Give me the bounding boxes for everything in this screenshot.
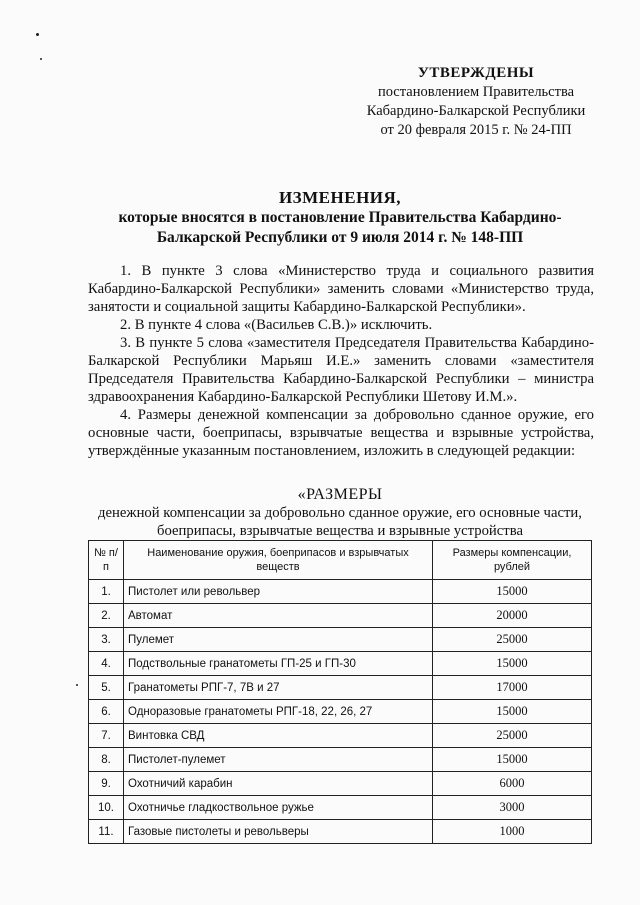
row-number: 5.	[89, 676, 124, 700]
paragraph: 4. Размеры денежной компенсации за добровольно сданное оружие, его основные части, боеприпасы, взрывчатые вещества и взрывные устройства, утверждённые указанным постановлением, изложить в следующей редакции:	[88, 407, 594, 459]
row-number: 4.	[89, 652, 124, 676]
approval-line: от 20 февраля 2015 г. № 24-ПП	[380, 122, 572, 138]
scan-speck	[36, 33, 39, 36]
table-row	[89, 580, 592, 604]
header-number: № п/п	[89, 541, 124, 580]
sizes-heading	[80, 486, 600, 540]
table-row	[89, 700, 592, 724]
row-number: 8.	[89, 748, 124, 772]
table-row	[89, 796, 592, 820]
sizes-line: боеприпасы, взрывчатые вещества и взрывные устройства	[157, 523, 523, 539]
table-row	[89, 676, 592, 700]
row-name: Автомат	[124, 604, 433, 628]
approval-line: Кабардино-Балкарской Республики	[366, 103, 586, 119]
row-name: Охотничий карабин	[124, 772, 433, 796]
row-name: Пистолет-пулемет	[124, 748, 433, 772]
header-amount: Размеры компенсации, рублей	[433, 541, 592, 580]
row-name: Винтовка СВД	[124, 724, 433, 748]
title-main: ИЗМЕНЕНИЯ,	[278, 188, 402, 207]
document-body	[88, 262, 594, 460]
title-line: которые вносятся в постановление Правительства Кабардино-	[118, 209, 562, 226]
row-name: Пистолет или револьвер	[124, 580, 433, 604]
row-number: 11.	[89, 820, 124, 844]
row-number: 10.	[89, 796, 124, 820]
row-name: Газовые пистолеты и револьверы	[124, 820, 433, 844]
scan-speck	[40, 58, 42, 60]
document-title	[60, 188, 620, 248]
paragraph: 2. В пункте 4 слова «(Васильев С.В.)» исключить.	[120, 317, 433, 333]
sizes-line: денежной компенсации за добровольно сданное оружие, его основные части,	[98, 505, 582, 521]
approval-heading: УТВЕРЖДЕНЫ	[417, 65, 535, 81]
sizes-title: «РАЗМЕРЫ	[297, 486, 383, 503]
paragraph: 1. В пункте 3 слова «Министерство труда и социального развития Кабардино-Балкарской Республики» заменить словами «Министерство труда, занятости и социальной защиты Кабардино-Балкарской Республики».	[88, 263, 594, 315]
row-amount: 15000	[433, 700, 592, 724]
table-row	[89, 604, 592, 628]
title-line: Балкарской Республики от 9 июля 2014 г. № 148-ПП	[156, 229, 524, 246]
paragraph: 3. В пункте 5 слова «заместителя Председателя Правительства Кабардино-Балкарской Республики Марьяш И.Е.» заменить словами «заместителя Председателя Правительства Кабардино-Балкарской Республики – министра здравоохранения Кабардино-Балкарской Республики Шетову И.М.».	[88, 335, 594, 405]
row-amount: 3000	[433, 796, 592, 820]
scan-speck	[76, 684, 78, 686]
row-amount: 15000	[433, 652, 592, 676]
table-row	[89, 748, 592, 772]
table-row	[89, 724, 592, 748]
row-number: 6.	[89, 700, 124, 724]
table-row	[89, 772, 592, 796]
row-number: 3.	[89, 628, 124, 652]
approval-stamp	[360, 64, 592, 140]
row-name: Охотничье гладкоствольное ружье	[124, 796, 433, 820]
compensation-table	[88, 540, 592, 844]
row-name: Гранатометы РПГ-7, 7В и 27	[124, 676, 433, 700]
row-number: 7.	[89, 724, 124, 748]
header-name: Наименование оружия, боеприпасов и взрывчатых веществ	[124, 541, 433, 580]
table-row	[89, 652, 592, 676]
table-header-row	[89, 541, 592, 580]
row-amount: 25000	[433, 628, 592, 652]
row-amount: 20000	[433, 604, 592, 628]
approval-line: постановлением Правительства	[377, 84, 575, 100]
table-row	[89, 820, 592, 844]
row-amount: 25000	[433, 724, 592, 748]
table-row	[89, 628, 592, 652]
row-number: 1.	[89, 580, 124, 604]
row-amount: 1000	[433, 820, 592, 844]
row-amount: 6000	[433, 772, 592, 796]
row-number: 9.	[89, 772, 124, 796]
row-amount: 15000	[433, 580, 592, 604]
row-number: 2.	[89, 604, 124, 628]
row-name: Пулемет	[124, 628, 433, 652]
row-name: Подствольные гранатометы ГП-25 и ГП-30	[124, 652, 433, 676]
row-amount: 17000	[433, 676, 592, 700]
row-amount: 15000	[433, 748, 592, 772]
row-name: Одноразовые гранатометы РПГ-18, 22, 26, 27	[124, 700, 433, 724]
